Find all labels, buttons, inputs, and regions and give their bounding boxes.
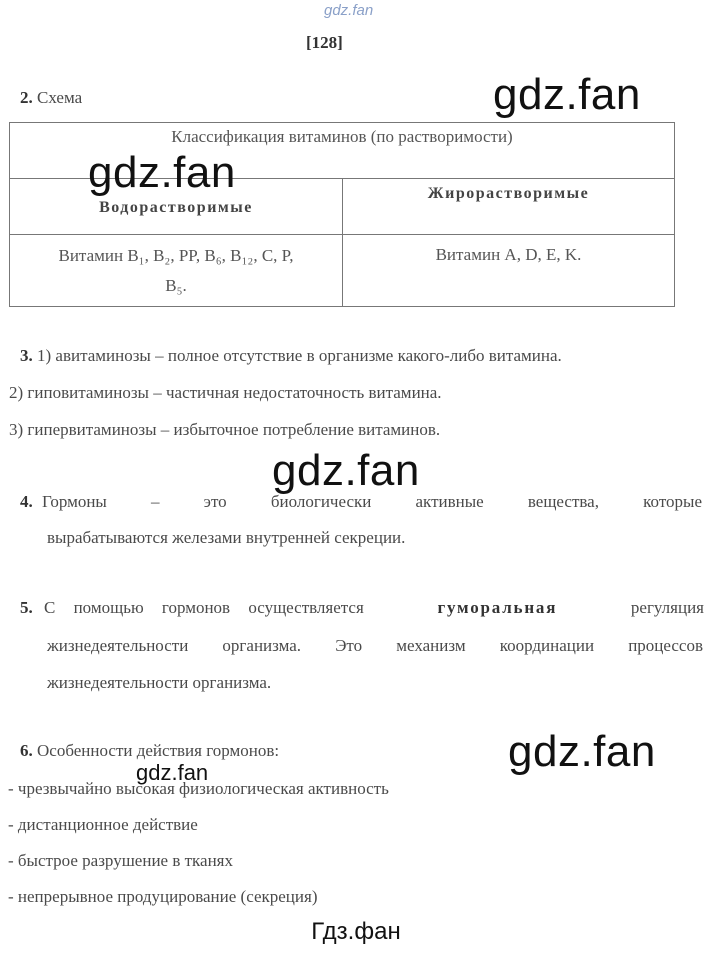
list-item: - чрезвычайно высокая физиологическая активность [8,779,389,798]
section-5-line-1-b: регуляция [630,598,704,617]
watermark-big-1: gdz.fan [493,70,641,119]
section-5-number: 5. [20,598,33,617]
header-fat-soluble [343,179,675,235]
section-3-line-1-text: 1) авитаминозы – полное отсутствие в организме какого-либо витамина. [37,346,562,365]
section-5-line-3: жизнедеятельности организма. [47,673,272,692]
water-soluble-line-1: Витамин B₁, B₂, PP, B₆, B₁₂, C, P, [58,245,294,265]
section-2-title: Схема [37,88,83,107]
section-2-number: 2. [20,88,33,107]
list-item: - дистанционное действие [8,815,198,834]
section-5-line-1-a: С помощью гормонов осуществляется [44,598,364,617]
cell-water-soluble-values [10,235,343,307]
section-3-line-2: 2) гиповитаминозы – частичная недостаточность витамина. [9,383,442,402]
section-6-number: 6. [20,741,33,760]
section-6-title: Особенности действия гормонов: [37,741,280,760]
section-5-number-wrap [20,598,33,618]
header-fat-soluble-label: Жирорастворимые [427,185,590,202]
section-3-line-3: 3) гипервитаминозы – избыточное потребление витаминов. [9,420,441,439]
cell-fat-soluble-values: Витамин A, D, E, K. [343,235,675,307]
watermark-big-4: gdz.fan [508,727,656,776]
list-item: - быстрое разрушение в тканях [8,851,234,870]
section-3-line-1 [20,338,562,374]
section-4-line-1 [20,492,33,512]
section-5-line-1 [44,598,704,618]
water-soluble-line-2: B₅. [165,275,187,295]
section-3-number: 3. [20,346,33,365]
footer-watermark: Гдз.фан [311,918,401,945]
section-4-line-1-text: Гормоны – это биологически активные вещества, которые [42,492,702,511]
section-5-line-2: жизнедеятельности организма. Это механизм координации процессов [47,636,703,655]
watermark-big-2: gdz.fan [88,148,236,197]
watermark-top: gdz.fan [324,2,374,19]
table-caption: Классификация витаминов (по растворимости) [10,123,675,179]
section-4-number: 4. [20,492,33,511]
header-water-soluble-label: Водорастворимые [99,198,253,216]
watermark-big-3: gdz.fan [272,446,420,495]
watermark-small: gdz.fan [136,760,209,785]
section-2-heading [20,88,82,108]
list-item: - непрерывное продуцирование (секреция) [8,887,318,906]
section-5-bold-term: гуморальная [437,598,558,617]
page-number: [128] [306,33,343,52]
section-6-heading [20,741,279,761]
section-4-line-2: вырабатываются железами внутренней секреции. [47,528,406,547]
